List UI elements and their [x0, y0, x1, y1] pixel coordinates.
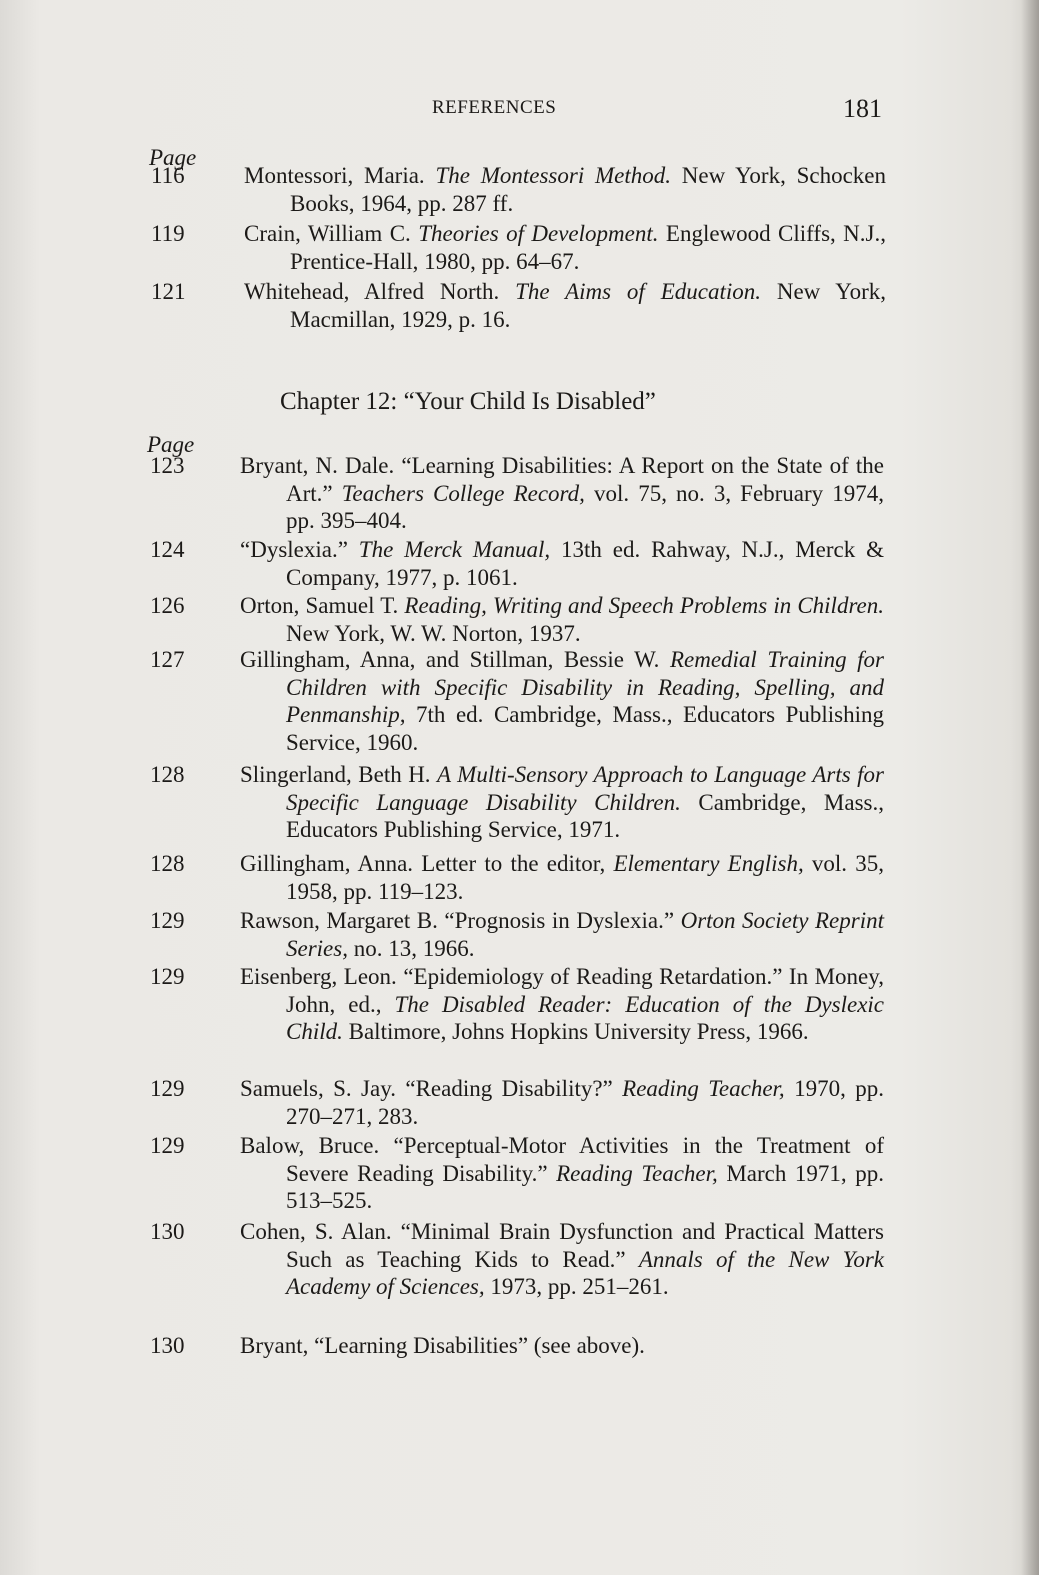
reference-entry: Rawson, Margaret B. “Prognosis in Dyslexia.” Orton Society Reprint Series, no. 13, 1966.: [240, 908, 884, 961]
reference-entry: Eisenberg, Leon. “Epidemiology of Reading Retardation.” In Money, John, ed., The Disabled Reader: Education of the Dyslexic Child. Baltimore, Johns Hopkins University Press, 1966.: [240, 964, 884, 1044]
reference-entry: Bryant, N. Dale. “Learning Disabilities: A Report on the State of the Art.” Teachers College Record, vol. 75, no. 3, February 1974, pp. 395–404.: [240, 453, 885, 533]
chapter-heading: Chapter 12: “Your Child Is Disabled”: [280, 388, 656, 415]
reference-entry: Cohen, S. Alan. “Minimal Brain Dysfunction and Practical Matters Such as Teaching Kids to Read.” Annals of the New York Academy of Sciences, 1973, pp. 251–261.: [240, 1219, 885, 1299]
reference-page-number: 129: [150, 1133, 185, 1158]
reference-page-number: 124: [150, 537, 185, 562]
reference-page-number: 129: [150, 908, 185, 933]
reference-page-number: 123: [150, 453, 185, 478]
reference-page-number: 128: [150, 762, 185, 787]
reference-page-number: 119: [151, 221, 185, 246]
running-head: REFERENCES: [432, 97, 557, 118]
reference-entry: Gillingham, Anna, and Stillman, Bessie W. Remedial Training for Children with Specific Disability in Reading, Spelling, and Penmanship, 7th ed. Cambridge, Mass., Educators Publishing Service, 1960.: [240, 647, 885, 755]
reference-page-number: 130: [150, 1219, 185, 1244]
reference-page-number: 130: [150, 1333, 185, 1358]
reference-page-number: 128: [150, 851, 185, 876]
reference-page-number: 129: [150, 964, 185, 989]
reference-page-number: 129: [150, 1076, 185, 1101]
reference-entry: Samuels, S. Jay. “Reading Disability?” Reading Teacher, 1970, pp. 270–271, 283.: [240, 1076, 884, 1129]
reference-entry: “Dyslexia.” The Merck Manual, 13th ed. Rahway, N.J., Merck & Company, 1977, p. 1061.: [240, 537, 884, 590]
page-column-heading: Page: [147, 432, 195, 457]
reference-entry: Whitehead, Alfred North. The Aims of Education. New York, Macmillan, 1929, p. 16.: [244, 279, 887, 332]
reference-page-number: 116: [151, 163, 185, 188]
spine-shadow: [1021, 0, 1039, 1575]
reference-page-number: 121: [151, 279, 186, 304]
reference-entry: Crain, William C. Theories of Development. Englewood Cliffs, N.J., Prentice-Hall, 1980, pp. 64–67.: [244, 221, 886, 274]
page-column-heading: Page: [149, 145, 197, 170]
reference-entry: Montessori, Maria. The Montessori Method. New York, Schocken Books, 1964, pp. 287 ff.: [244, 163, 886, 216]
reference-page-number: 126: [150, 593, 185, 618]
reference-entry: Balow, Bruce. “Perceptual-Motor Activities in the Treatment of Severe Reading Disability.” Reading Teacher, March 1971, pp. 513–525.: [240, 1133, 884, 1213]
reference-entry: Gillingham, Anna. Letter to the editor, Elementary English, vol. 35, 1958, pp. 119–123.: [240, 851, 885, 904]
reference-entry: Slingerland, Beth H. A Multi-Sensory Approach to Language Arts for Specific Language Disability Children. Cambridge, Mass., Educators Publishing Service, 1971.: [240, 762, 884, 842]
reference-entry: Bryant, “Learning Disabilities” (see above).: [240, 1333, 645, 1358]
page-number: 181: [843, 94, 882, 123]
reference-page-number: 127: [150, 647, 185, 672]
reference-entry: Orton, Samuel T. Reading, Writing and Speech Problems in Children. New York, W. W. Norton, 1937.: [240, 593, 884, 646]
